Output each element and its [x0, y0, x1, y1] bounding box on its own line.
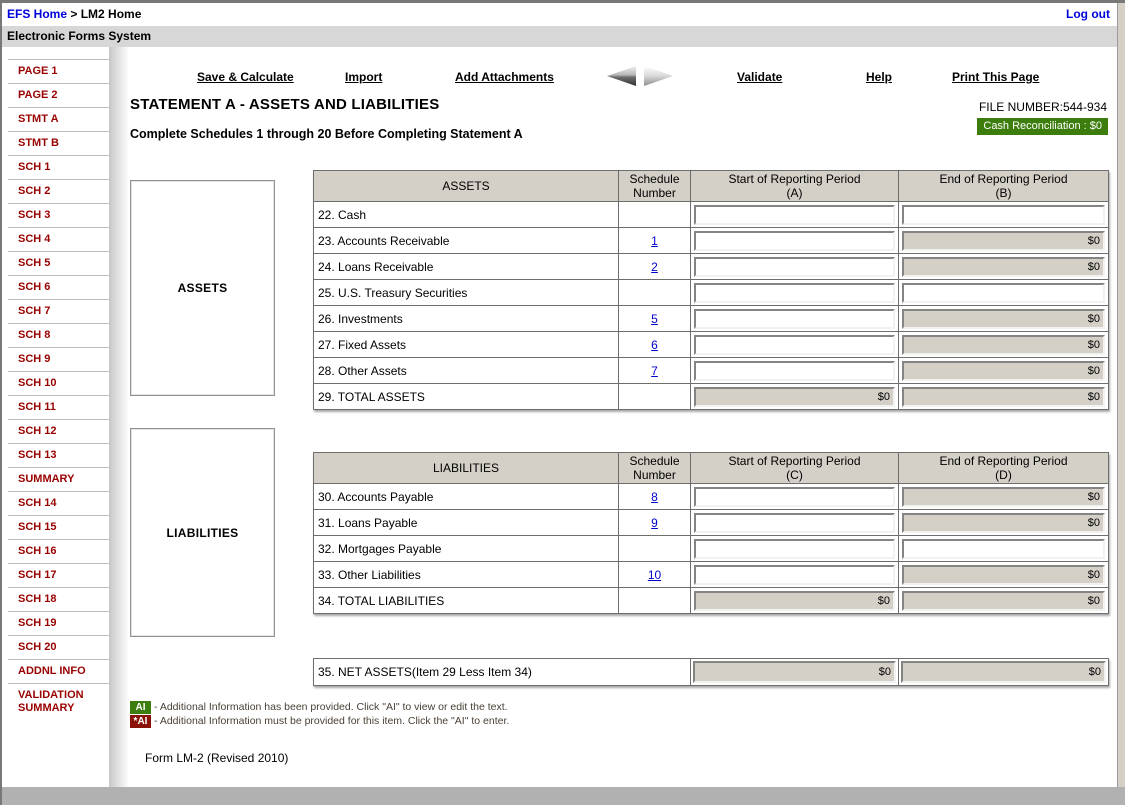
assets-table — [313, 170, 1109, 410]
page-nav-arrows — [606, 63, 674, 94]
sidebar-item-validation-summary[interactable]: VALIDATION SUMMARY — [18, 689, 84, 714]
start-period-input[interactable] — [694, 487, 895, 507]
row-label: 29. TOTAL ASSETS — [314, 384, 619, 410]
start-period-input[interactable] — [694, 539, 895, 559]
legend-text: - Additional Information has been provided. Click "AI" to view or edit the text. — [154, 701, 508, 713]
start-period-input[interactable] — [694, 231, 895, 251]
header-line: (C) — [786, 468, 803, 482]
row-label: 23. Accounts Receivable — [314, 228, 619, 254]
print-this-page-link[interactable]: Print This Page — [952, 70, 1040, 84]
assets-header-row — [314, 171, 1109, 202]
main-panel — [125, 47, 1118, 787]
header-line: (B) — [995, 186, 1012, 200]
column-header-start-period — [691, 171, 899, 202]
row-label: 28. Other Assets — [314, 358, 619, 384]
net-assets-table — [313, 658, 1109, 686]
liabilities-side-label-box — [130, 428, 275, 637]
start-period-input[interactable] — [694, 257, 895, 277]
ai-required-badge-icon: *AI — [130, 715, 151, 728]
start-period-input[interactable] — [694, 565, 895, 585]
sidebar-item-sch-16[interactable]: SCH 16 — [8, 540, 109, 564]
table-row — [314, 562, 1109, 588]
page-title: STATEMENT A - ASSETS AND LIABILITIES — [130, 96, 440, 113]
liabilities-side-label: LIABILITIES — [166, 525, 239, 540]
sidebar-item-sch-5[interactable]: SCH 5 — [8, 252, 109, 276]
sidebar-item-sch-17[interactable]: SCH 17 — [8, 564, 109, 588]
schedule-link[interactable]: 2 — [651, 259, 658, 274]
table-row — [314, 306, 1109, 332]
start-period-total — [694, 591, 895, 611]
legend-line — [130, 715, 509, 728]
sidebar-item-sch-18[interactable]: SCH 18 — [8, 588, 109, 612]
assets-side-label: ASSETS — [177, 281, 228, 295]
schedule-link[interactable]: 8 — [651, 489, 658, 504]
breadcrumb — [2, 7, 141, 21]
schedule-link[interactable]: 6 — [651, 337, 658, 352]
sidebar-item-sch-9[interactable]: SCH 9 — [8, 348, 109, 372]
start-period-input[interactable] — [694, 205, 895, 225]
row-label: 26. Investments — [314, 306, 619, 332]
sidebar-item-sch-13[interactable]: SCH 13 — [8, 444, 109, 468]
logout-link[interactable]: Log out — [1066, 7, 1110, 21]
end-period-input[interactable] — [902, 539, 1105, 559]
sidebar-item-sch-2[interactable]: SCH 2 — [8, 180, 109, 204]
breadcrumb-current: LM2 Home — [80, 7, 142, 21]
header-line: Schedule — [629, 172, 680, 186]
table-row — [314, 202, 1109, 228]
header-line: (D) — [995, 468, 1012, 482]
row-label: 34. TOTAL LIABILITIES — [314, 588, 619, 614]
previous-page-arrow-icon[interactable] — [606, 63, 638, 94]
end-period-total — [902, 387, 1105, 407]
end-period-input — [902, 513, 1105, 533]
header-line: Number — [633, 186, 676, 200]
instruction-text: Complete Schedules 1 through 20 Before Completing Statement A — [130, 127, 523, 141]
schedule-link[interactable]: 1 — [651, 233, 658, 248]
schedule-cell — [619, 280, 691, 306]
net-assets-end-total — [901, 661, 1106, 683]
sidebar-item-page-2[interactable]: PAGE 2 — [8, 84, 109, 108]
column-header-end-period — [899, 171, 1109, 202]
table-row — [314, 536, 1109, 562]
sidebar-item-sch-14[interactable]: SCH 14 — [8, 492, 109, 516]
start-period-input[interactable] — [694, 309, 895, 329]
import-link[interactable]: Import — [345, 70, 383, 84]
sidebar-nav — [8, 59, 109, 720]
sidebar-item-summary[interactable]: SUMMARY — [8, 468, 109, 492]
sidebar-item-sch-1[interactable]: SCH 1 — [8, 156, 109, 180]
end-period-input[interactable] — [902, 283, 1105, 303]
sidebar-item-sch-7[interactable]: SCH 7 — [8, 300, 109, 324]
content-area — [2, 47, 1118, 787]
sidebar-item-sch-15[interactable]: SCH 15 — [8, 516, 109, 540]
sidebar-item-sch-11[interactable]: SCH 11 — [8, 396, 109, 420]
sidebar-item-page-1[interactable]: PAGE 1 — [8, 59, 109, 84]
table-row — [314, 280, 1109, 306]
schedule-link[interactable]: 9 — [651, 515, 658, 530]
end-period-input[interactable] — [902, 205, 1105, 225]
end-period-input — [902, 487, 1105, 507]
start-period-input[interactable] — [694, 513, 895, 533]
sidebar-item-sch-10[interactable]: SCH 10 — [8, 372, 109, 396]
row-label: 27. Fixed Assets — [314, 332, 619, 358]
add-attachments-link[interactable]: Add Attachments — [455, 70, 554, 84]
header-line: Schedule — [629, 454, 680, 468]
sidebar-item-sch-12[interactable]: SCH 12 — [8, 420, 109, 444]
header-line: End of Reporting Period — [939, 454, 1068, 468]
sidebar-item-sch-6[interactable]: SCH 6 — [8, 276, 109, 300]
sidebar-item-stmt-b[interactable]: STMT B — [8, 132, 109, 156]
table-row — [314, 358, 1109, 384]
start-period-input[interactable] — [694, 283, 895, 303]
breadcrumb-efs-home-link[interactable]: EFS Home — [7, 7, 68, 21]
row-label: 22. Cash — [314, 202, 619, 228]
column-header-assets: ASSETS — [314, 171, 619, 202]
bottom-status-bar — [2, 787, 1125, 805]
schedule-cell — [619, 384, 691, 410]
legend-line — [130, 701, 509, 714]
breadcrumb-bar — [2, 3, 1118, 26]
table-row — [314, 332, 1109, 358]
schedule-cell — [619, 536, 691, 562]
table-row — [314, 484, 1109, 510]
ai-provided-badge-icon: AI — [130, 701, 151, 714]
header-line: (A) — [786, 186, 803, 200]
end-period-input — [902, 361, 1105, 381]
row-label: 31. Loans Payable — [314, 510, 619, 536]
legend-text: - Additional Information must be provided for this item. Click the "AI" to enter. — [154, 715, 510, 727]
row-label: 33. Other Liabilities — [314, 562, 619, 588]
net-assets-start-total — [693, 661, 896, 683]
window-frame-edge — [0, 0, 2, 805]
sidebar-item-sch-4[interactable]: SCH 4 — [8, 228, 109, 252]
sidebar-item-addnl-info[interactable]: ADDNL INFO — [8, 660, 109, 684]
table-row — [314, 510, 1109, 536]
schedule-cell — [619, 588, 691, 614]
table-row — [314, 254, 1109, 280]
sidebar-item-sch-19[interactable]: SCH 19 — [8, 612, 109, 636]
total-row — [314, 384, 1109, 410]
schedule-link[interactable]: 5 — [651, 311, 658, 326]
header-line: Number — [633, 468, 676, 482]
liabilities-table — [313, 452, 1109, 614]
total-row — [314, 588, 1109, 614]
header-line: Start of Reporting Period — [728, 454, 861, 468]
header-line: Start of Reporting Period — [728, 172, 861, 186]
app-title: Electronic Forms System — [7, 29, 152, 43]
header-line: End of Reporting Period — [939, 172, 1068, 186]
help-link[interactable]: Help — [866, 70, 893, 84]
window-frame-edge — [0, 0, 1125, 3]
row-label: 35. NET ASSETS(Item 29 Less Item 34) — [314, 659, 691, 686]
form-revision-note: Form LM-2 (Revised 2010) — [145, 751, 289, 765]
app-title-bar — [2, 26, 1118, 47]
ai-legend — [130, 701, 509, 729]
sidebar-item-sch-8[interactable]: SCH 8 — [8, 324, 109, 348]
row-label: 25. U.S. Treasury Securities — [314, 280, 619, 306]
start-period-total — [694, 387, 895, 407]
end-period-input — [902, 309, 1105, 329]
breadcrumb-separator: > — [70, 7, 78, 21]
end-period-input — [902, 335, 1105, 355]
schedule-link[interactable]: 10 — [647, 567, 662, 582]
table-row — [314, 228, 1109, 254]
schedule-link[interactable]: 7 — [651, 363, 658, 378]
column-header-schedule-number — [619, 171, 691, 202]
row-label: 24. Loans Receivable — [314, 254, 619, 280]
save-calculate-link[interactable]: Save & Calculate — [197, 70, 294, 84]
end-period-input — [902, 565, 1105, 585]
sidebar-item-sch-3[interactable]: SCH 3 — [8, 204, 109, 228]
column-header-start-period — [691, 453, 899, 484]
start-period-input[interactable] — [694, 335, 895, 355]
next-page-arrow-icon[interactable] — [642, 63, 674, 94]
column-header-schedule-number — [619, 453, 691, 484]
row-label: 32. Mortgages Payable — [314, 536, 619, 562]
window-frame-edge — [1117, 3, 1125, 787]
assets-side-label-box — [130, 180, 275, 396]
cash-reconciliation-badge: Cash Reconciliation : $0 — [977, 118, 1108, 135]
net-assets-row — [314, 659, 1109, 686]
file-number: FILE NUMBER:544-934 — [978, 100, 1107, 114]
column-header-liabilities: LIABILITIES — [314, 453, 619, 484]
validate-link[interactable]: Validate — [737, 70, 783, 84]
column-header-end-period — [899, 453, 1109, 484]
row-label: 30. Accounts Payable — [314, 484, 619, 510]
sidebar-item-stmt-a[interactable]: STMT A — [8, 108, 109, 132]
schedule-cell — [619, 202, 691, 228]
end-period-total — [902, 591, 1105, 611]
start-period-input[interactable] — [694, 361, 895, 381]
end-period-input — [902, 231, 1105, 251]
liabilities-header-row — [314, 453, 1109, 484]
end-period-input — [902, 257, 1105, 277]
sidebar-item-sch-20[interactable]: SCH 20 — [8, 636, 109, 660]
